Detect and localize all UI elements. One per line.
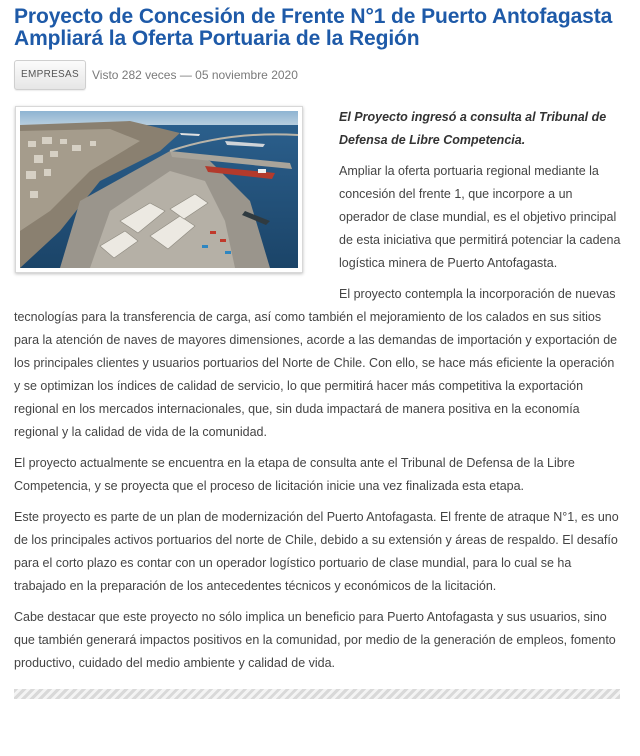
lead-paragraph: El Proyecto ingresó a consulta al Tribunal de Defensa de Libre Competencia. [339,110,607,147]
article-body [14,106,624,675]
body-paragraph-5: Cabe destacar que este proyecto no sólo implica un beneficio para Puerto Antofagasta y sus usuarios, sino que también generará impactos positivos en la comunidad, por medio de la generación de empleos, fomento productivo, cuidado del medio ambiente y calidad de vida. [14,610,616,670]
body-paragraph-4: Este proyecto es parte de un plan de modernización del Puerto Antofagasta. El frente de atraque N°1, es uno de los principales activos portuarios del norte de Chile, debido a su extensión y áreas de respaldo. El desafío para el corto plazo es contar con un operador logístico portuario de clase mundial, para lo cual se ha trabajado en la preparación de los antecedentes técnicos y económicos de la licitación. [14,510,619,593]
section-divider [14,689,620,699]
body-paragraph-1: Ampliar la oferta portuaria regional mediante la concesión del frente 1, que incorpore a un operador de clase mundial, es el objetivo principal de esta iniciativa que permitirá potenciar la cadena logística minera de Puerto Antofagasta. [339,164,621,270]
article-image [15,106,303,273]
body-paragraph-3: El proyecto actualmente se encuentra en la etapa de consulta ante el Tribunal de Defensa de la Libre Competencia, y se proyecta que el proceso de licitación inicie una vez finalizada esta etapa. [14,456,575,493]
harbor-aerial-photo-icon [20,111,298,268]
body-paragraph-2: El proyecto contempla la incorporación de nuevas tecnologías para la transferencia de carga, así como también el mejoramiento de los calados en sus sitios para la atención de naves de mayores dimensiones, acorde a las demandas de importación y exportación de los principales clientes y usuarios portuarios del Norte de Chile. Con ello, se hace más eficiente la operación y se optimizan los índices de calidad de servicio, lo que permitirá hacer más competitiva la exportación regional en los mercados internacionales, que, sin duda impactará de manera positiva en la economía regional y la calidad de vida de la comunidad. [14,287,618,439]
article-meta [14,60,624,90]
article-title[interactable]: Proyecto de Concesión de Frente N°1 de Puerto Antofagasta Ampliará la Oferta Portuaria de la Región [14,5,613,50]
category-tag[interactable]: EMPRESAS [14,60,86,90]
views-and-date: Visto 282 veces — 05 noviembre 2020 [91,68,298,82]
